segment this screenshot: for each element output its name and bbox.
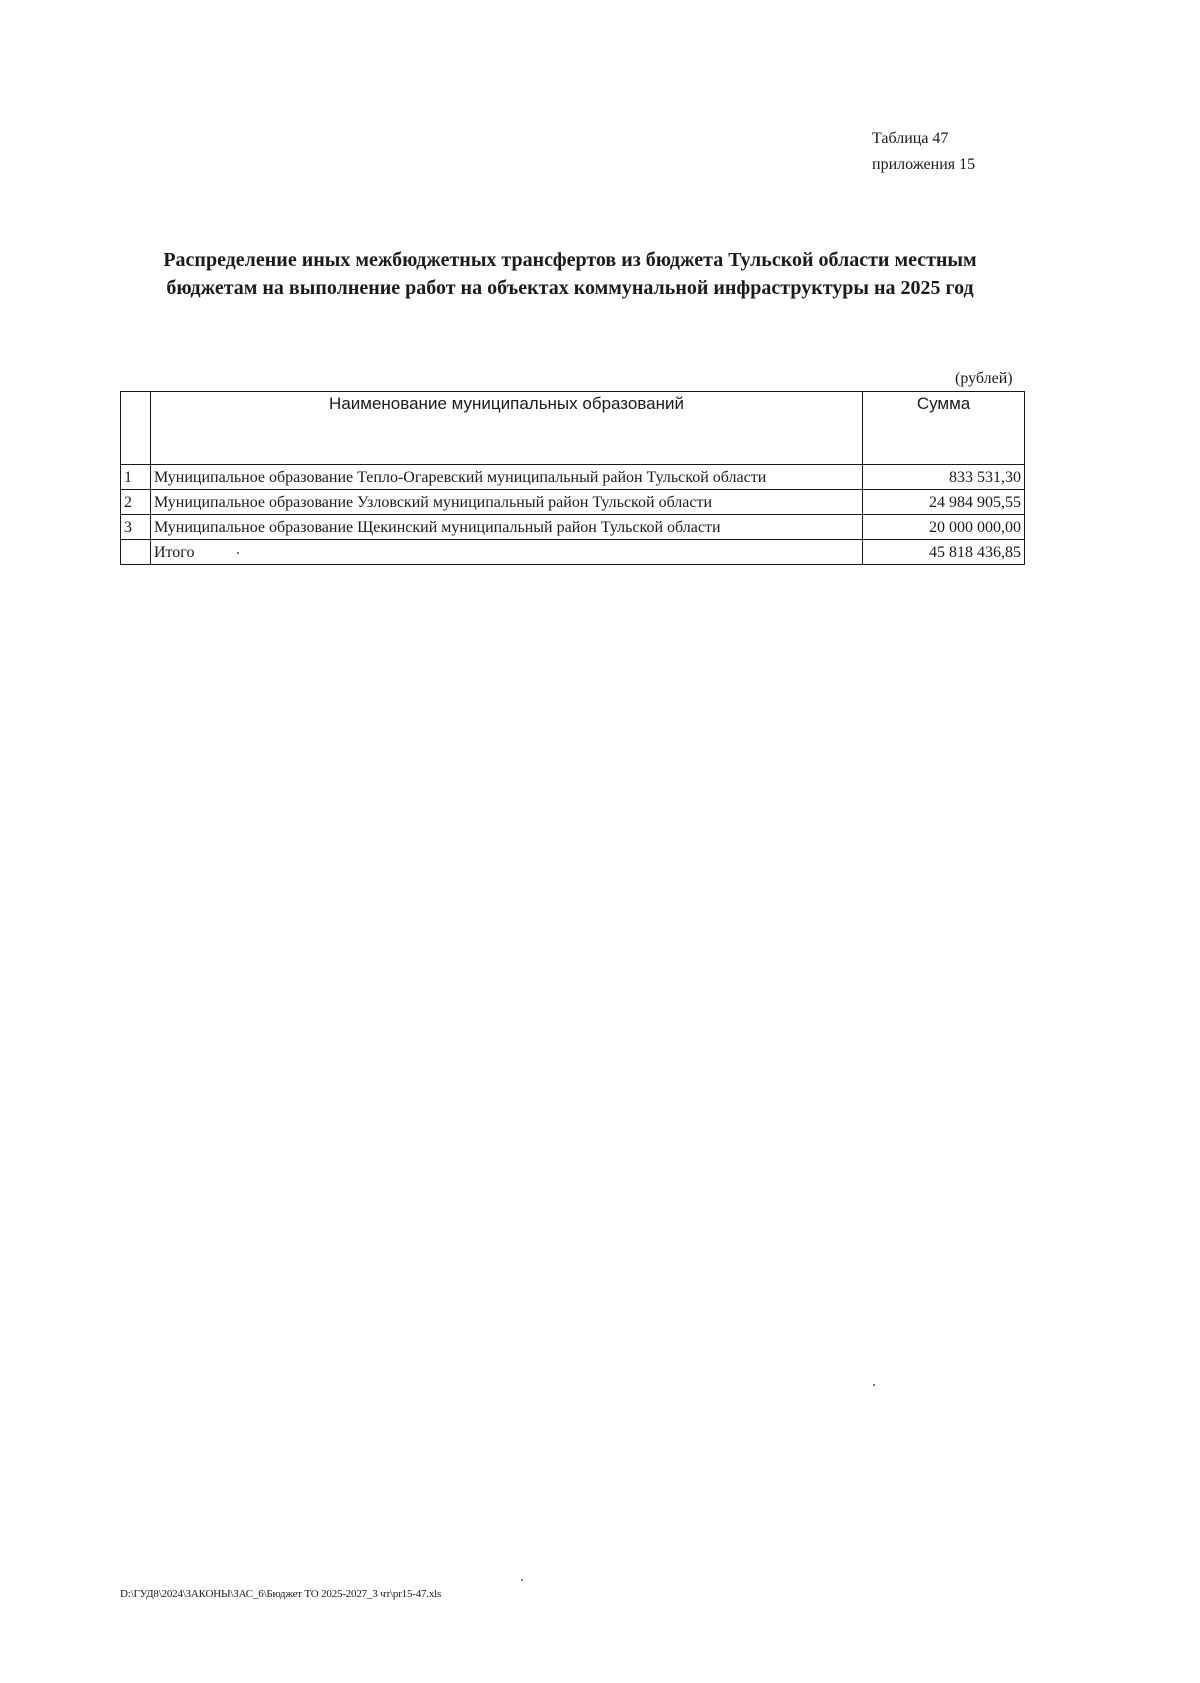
table-row (121, 490, 1025, 515)
total-row (121, 540, 1025, 565)
total-amount: 45 818 436,85 (863, 540, 1025, 565)
title-line-1: Распределение иных межбюджетных трансфертов из бюджета Тульской области местным (163, 249, 977, 271)
scan-speck (873, 1384, 875, 1386)
table-number: Таблица 47 (872, 130, 949, 147)
table-header-row (121, 392, 1025, 465)
header-num-cell (121, 392, 151, 465)
row-municipality: Муниципальное образование Щекинский муниципальный район Тульской области (150, 515, 862, 540)
header-sum-cell: Сумма (863, 392, 1025, 465)
row-number: 3 (121, 515, 151, 540)
transfers-table (120, 391, 1025, 565)
scan-speck (521, 1579, 523, 1581)
document-title (120, 246, 1020, 302)
row-amount: 833 531,30 (863, 465, 1025, 490)
scan-speck (237, 552, 239, 554)
title-line-2: бюджетам на выполнение работ на объектах коммунальной инфраструктуры на 2025 год (166, 277, 974, 299)
table-row (121, 515, 1025, 540)
units-label: (рублей) (955, 370, 1013, 387)
total-number (121, 540, 151, 565)
appendix-number: приложения 15 (872, 156, 976, 173)
row-amount: 24 984 905,55 (863, 490, 1025, 515)
header-name-cell: Наименование муниципальных образований (150, 392, 862, 465)
row-amount: 20 000 000,00 (863, 515, 1025, 540)
table-row (121, 465, 1025, 490)
row-number: 2 (121, 490, 151, 515)
row-municipality: Муниципальное образование Тепло-Огаревский муниципальный район Тульской области (150, 465, 862, 490)
row-municipality: Муниципальное образование Узловский муниципальный район Тульской области (150, 490, 862, 515)
row-number: 1 (121, 465, 151, 490)
file-path: D:\ГУД8\2024\ЗАКОНЫ\ЗАС_6\Бюджет ТО 2025-2027_3 чт\pr15-47.xls (120, 1588, 442, 1600)
total-label: Итого (150, 540, 862, 565)
table-reference (872, 126, 975, 178)
